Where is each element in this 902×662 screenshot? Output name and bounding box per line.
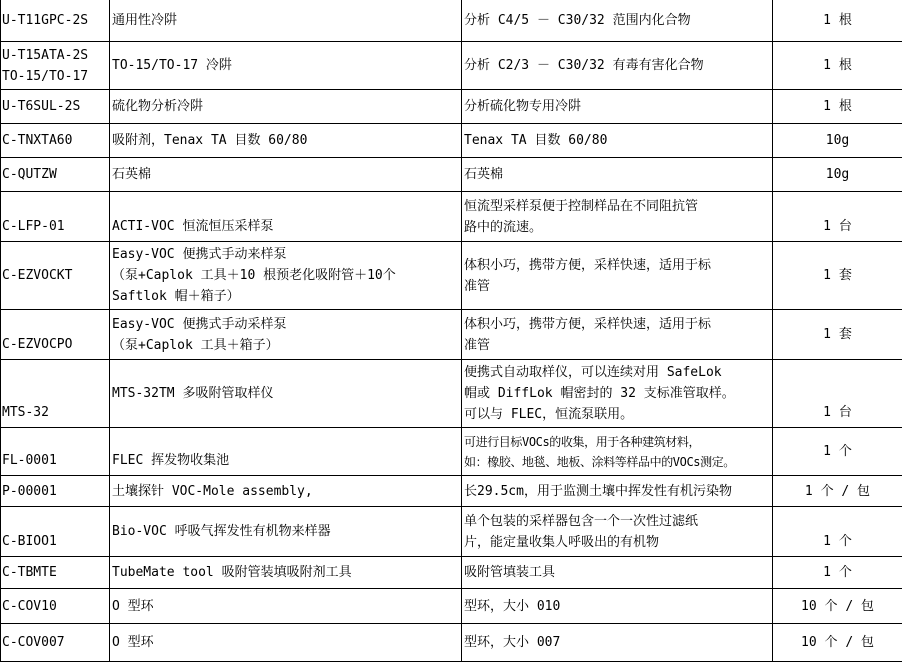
item-code: C-COV007 — [1, 624, 110, 662]
item-name: O 型环 — [110, 624, 462, 662]
item-name: 硫化物分析冷阱 — [110, 90, 462, 124]
item-code: U-T11GPC-2S — [1, 0, 110, 42]
table-row — [1, 90, 902, 124]
item-description: Tenax TA 目数 60/80 — [462, 124, 773, 158]
table-row — [1, 360, 902, 428]
item-quantity: 1 根 — [773, 42, 902, 90]
item-code: C-EZVOCPO — [1, 310, 110, 360]
item-code: FL-0001 — [1, 428, 110, 476]
item-quantity: 1 台 — [773, 360, 902, 428]
item-description: 体积小巧，携带方便，采样快速，适用于标 准管 — [462, 242, 773, 310]
item-name: TubeMate tool 吸附管装填吸附剂工具 — [110, 557, 462, 589]
item-description: 分析 C2/3 － C30/32 有毒有害化合物 — [462, 42, 773, 90]
item-description: 分析硫化物专用冷阱 — [462, 90, 773, 124]
item-name: Bio-VOC 呼吸气挥发性有机物来样器 — [110, 507, 462, 557]
item-quantity: 1 套 — [773, 310, 902, 360]
item-name: 土壤探针 VOC-Mole assembly, — [110, 476, 462, 507]
item-code: C-TNXTA60 — [1, 124, 110, 158]
table-row — [1, 557, 902, 589]
item-quantity: 1 根 — [773, 0, 902, 42]
item-description: 石英棉 — [462, 158, 773, 192]
item-code: C-QUTZW — [1, 158, 110, 192]
item-name: Easy-VOC 便携式手动来样泵 （泵+Caplok 工具＋10 根预老化吸附管＋10个 Saftlok 帽＋箱子） — [110, 242, 462, 310]
item-code: C-EZVOCKT — [1, 242, 110, 310]
item-name: TO-15/TO-17 冷阱 — [110, 42, 462, 90]
item-description: 便携式自动取样仪，可以连续对用 SafeLok 帽或 DiffLok 帽密封的 32 支标准管取样。 可以与 FLEC，恒流泵联用。 — [462, 360, 773, 428]
item-name: 通用性冷阱 — [110, 0, 462, 42]
item-code: MTS-32 — [1, 360, 110, 428]
item-description: 型环，大小 007 — [462, 624, 773, 662]
item-quantity: 1 个 — [773, 428, 902, 476]
table-row — [1, 476, 902, 507]
item-quantity: 1 个 / 包 — [773, 476, 902, 507]
item-quantity: 10 个 / 包 — [773, 624, 902, 662]
table-row — [1, 624, 902, 662]
table-row — [1, 507, 902, 557]
table-row — [1, 428, 902, 476]
table-row — [1, 42, 902, 90]
item-name: O 型环 — [110, 589, 462, 624]
item-name: ACTI-VOC 恒流恒压采样泵 — [110, 192, 462, 242]
item-code: C-COV10 — [1, 589, 110, 624]
table-row — [1, 158, 902, 192]
item-description: 型环，大小 010 — [462, 589, 773, 624]
item-description: 可进行目标VOCs的收集，用于各种建筑材料， 如：橡胶、地毯、地板、涂料等样品中的VOCs测定。 — [462, 428, 773, 476]
item-code: U-T15ATA-2S TO-15/TO-17 — [1, 42, 110, 90]
item-description: 长29.5cm，用于监测土壤中挥发性有机污染物 — [462, 476, 773, 507]
item-quantity: 1 个 — [773, 557, 902, 589]
item-description: 单个包装的采样器包含一个一次性过滤纸 片，能定量收集人呼吸出的有机物 — [462, 507, 773, 557]
item-name: 吸附剂，Tenax TA 目数 60/80 — [110, 124, 462, 158]
item-quantity: 10g — [773, 158, 902, 192]
item-name: Easy-VOC 便携式手动采样泵 （泵+Caplok 工具＋箱子） — [110, 310, 462, 360]
item-description: 吸附管填装工具 — [462, 557, 773, 589]
table-row — [1, 589, 902, 624]
item-quantity: 1 台 — [773, 192, 902, 242]
table-row — [1, 0, 902, 42]
item-quantity: 1 根 — [773, 90, 902, 124]
item-description: 体积小巧，携带方便，采样快速，适用于标 准管 — [462, 310, 773, 360]
item-name: MTS-32TM 多吸附管取样仪 — [110, 360, 462, 428]
item-code: U-T6SUL-2S — [1, 90, 110, 124]
item-code: C-BIOO1 — [1, 507, 110, 557]
item-quantity: 1 个 — [773, 507, 902, 557]
item-name: FLEC 挥发物收集池 — [110, 428, 462, 476]
item-quantity: 10g — [773, 124, 902, 158]
item-name: 石英棉 — [110, 158, 462, 192]
table-row — [1, 124, 902, 158]
item-code: C-LFP-01 — [1, 192, 110, 242]
table-row — [1, 310, 902, 360]
item-description: 恒流型采样泵便于控制样品在不同阻抗管 路中的流速。 — [462, 192, 773, 242]
item-description: 分析 C4/5 － C30/32 范围内化合物 — [462, 0, 773, 42]
table-row — [1, 242, 902, 310]
item-quantity: 10 个 / 包 — [773, 589, 902, 624]
table-row — [1, 192, 902, 242]
item-code: C-TBMTE — [1, 557, 110, 589]
item-quantity: 1 套 — [773, 242, 902, 310]
item-code: P-00001 — [1, 476, 110, 507]
